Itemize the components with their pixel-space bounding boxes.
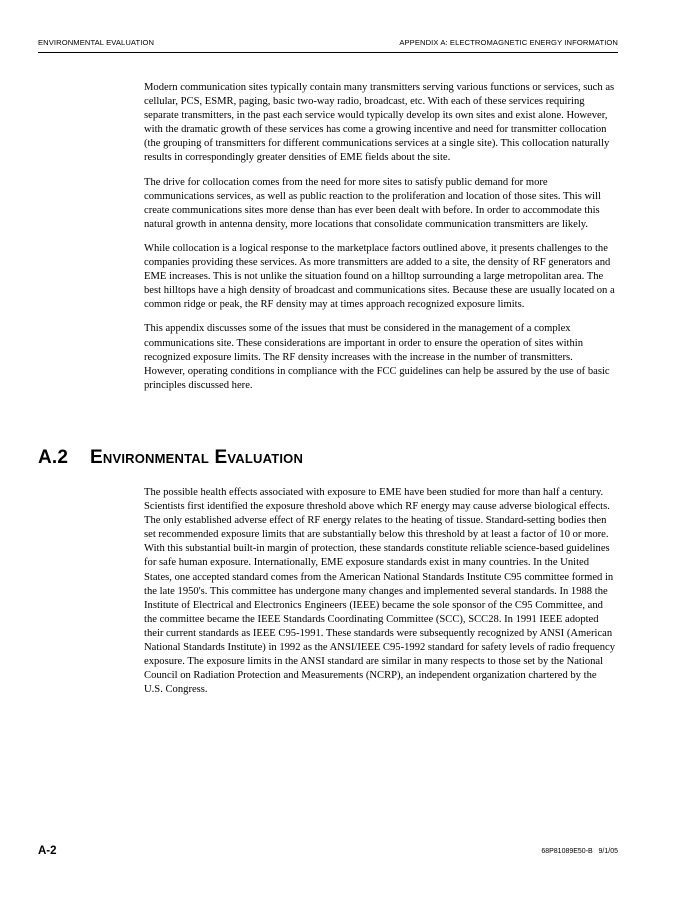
paragraph: The drive for collocation comes from the need for more sites to satisfy public demand for more communications services, as well as public reaction to the proliferation and location of those sites. This will create communications sites more dense than has ever been dealt with before. In order to accommodate this natural growth in antenna density, more locations that consolidate communication transmitters are likely. bbox=[144, 176, 601, 230]
page-number: A-2 bbox=[38, 845, 57, 857]
section-text bbox=[144, 486, 616, 707]
header-appendix-title: APPENDIX A: ELECTROMAGNETIC ENERGY INFORMATION bbox=[399, 38, 618, 47]
running-header bbox=[38, 36, 618, 53]
section-number: A.2 bbox=[38, 447, 69, 468]
paragraph: This appendix discusses some of the issues that must be considered in the management of a complex communications site. These considerations are important in order to ensure the operation of sites within recognized exposure limits. The RF density increases with the increase in the number of transmitters. However, operating conditions in compliance with the FCC guidelines can help be assured by the use of basic principles discussed here. bbox=[144, 323, 610, 391]
paragraph: While collocation is a logical response to the marketplace factors outlined above, it presents challenges to the companies providing these services. As more transmitters are added to a site, the density of RF generators and EME increases. This is not unlike the situation found on a hilltop surrounding a large metropolitan area. The best hilltops have a high density of broadcast and communications sites. Because these are usually located on a common ridge or peak, the RF density may at times approach recognized exposure limits. bbox=[144, 242, 615, 311]
section-title: Environmental Evaluation bbox=[90, 447, 304, 468]
document-id: 68P81089E50-B 9/1/05 bbox=[541, 848, 618, 855]
header-section-title: ENVIRONMENTAL EVALUATION bbox=[38, 38, 155, 47]
paragraph: The possible health effects associated with exposure to EME have been studied for more than half a century. Scientists first identified the exposure threshold above which RF energy may cause adverse biological effects. The only established adverse effect of RF energy relates to the heating of tissue. Standard-setting bodies then set recommended exposure limits that are substantially below this threshold by at least a factor of 10 or more. With this substantial built-in margin of protection, these standards constitute reliable science-based guidelines for safe human exposure. Internationally, EME exposure standards exist in many countries. In the United States, one accepted standard comes from the American National Standards Institute C95 committee formed in the late 1950's. This committee has undergone many changes and implemented several standards. In 1988 the Institute of Electrical and Electronics Engineers (IEEE) became the sole sponsor of the C95 Committee, and the committee became the IEEE Standards Coordinating Committee (SCC), SCC28. In 1991 IEEE adopted their current standards as IEEE C95-1991. These standards were subsequently recognized by ANSI (American National Standards Institute) in 1992 as the ANSI/IEEE C95-1992 standard for safety levels of radio frequency exposure. The exposure limits in the ANSI standard are similar in many respects to those set by the National Council on Radiation Protection and Measurements (NCRP), an independent organization chartered by the U.S. Congress. bbox=[144, 487, 616, 696]
section-heading bbox=[38, 447, 303, 469]
intro-text bbox=[144, 81, 616, 403]
paragraph: Modern communication sites typically contain many transmitters serving various functions or services, such as cellular, PCS, ESMR, paging, basic two-way radio, broadcast, etc. With each of these services requiring separate transmitters, in the past each service would typically develop its own sites and exist alone. However, with the dramatic growth of these services has come a growing incentive and need for transmitter collocation (the grouping of transmitters for different communications services at a single site). This collocation naturally results in correspondingly greater densities of EME fields about the site. bbox=[144, 82, 615, 164]
